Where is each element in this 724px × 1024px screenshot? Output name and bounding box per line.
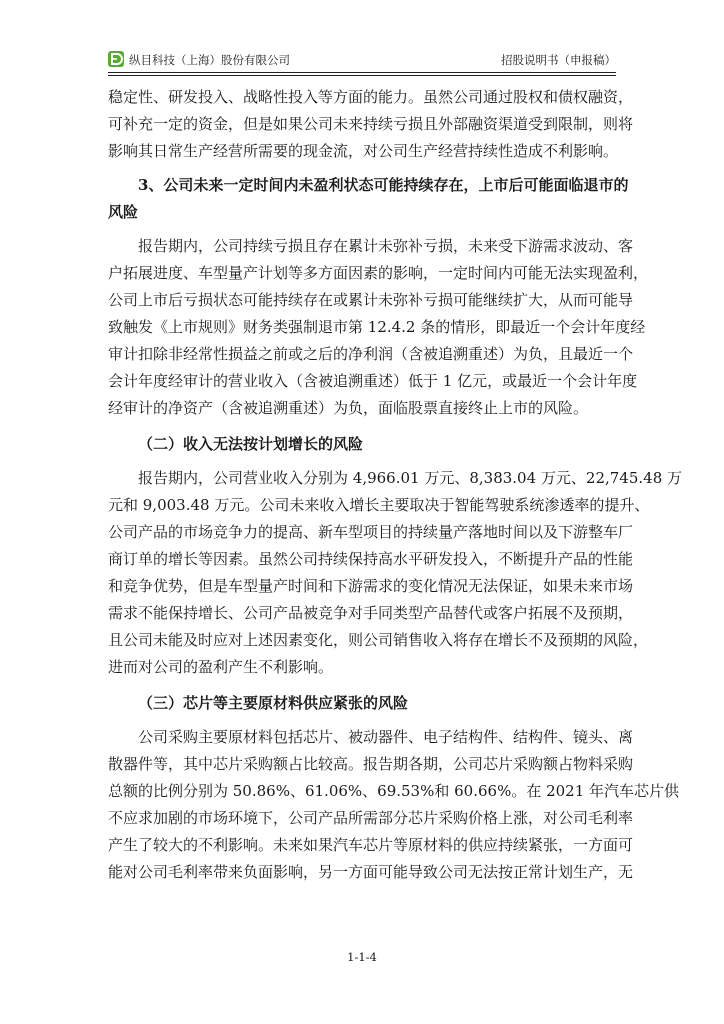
text-line: 会计年度经审计的营业收入（含被追溯重述）低于 1 亿元，或最近一个会计年度: [108, 372, 638, 390]
text-line: 总额的比例分别为 50.86%、61.06%、69.53%和 60.66%。在 2021 年汽车芯片供: [108, 782, 680, 800]
text-line: 进而对公司的盈利产生不利影响。: [108, 658, 334, 676]
paragraph-revenue-risk: [108, 465, 683, 681]
text-line: 散器件等，其中芯片采购额占比较高。报告期各期，公司芯片采购额占物料采购: [108, 755, 634, 773]
company-logo-icon: [108, 51, 124, 67]
paragraph-unprofitable-risk: [108, 233, 649, 422]
page-number: 1-1-4: [347, 950, 377, 964]
text-line: 需求不能保持增长、公司产品被竞争对手同类型产品替代或客户拓展不及预期，: [108, 604, 634, 622]
paragraph-chip-supply-risk: [108, 724, 680, 886]
text-line: 公司采购主要原材料包括芯片、被动器件、电子结构件、结构件、镜头、离: [138, 728, 634, 746]
text-line: 户拓展进度、车型量产计划等多方面因素的影响，一定时间内可能无法实现盈利，: [108, 264, 649, 282]
text-line: 报告期内，公司营业收入分别为 4,966.01 万元、8,383.04 万元、22,745.48 万: [138, 469, 683, 487]
text-line: 能对公司毛利率带来负面影响，另一方面可能导致公司无法按正常计划生产，无: [108, 863, 634, 881]
text-line: 公司产品的市场竞争力的提高、新车型项目的持续量产落地时间以及下游整车厂: [108, 523, 634, 541]
header-company-name: 纵目科技（上海）股份有限公司: [129, 53, 290, 67]
text-line: 产生了较大的不利影响。未来如果汽车芯片等原材料的供应持续紧张，一方面可: [108, 836, 634, 854]
text-line: 和竞争优势，但是车型量产时间和下游需求的变化情况无法保证，如果未来市场: [108, 577, 634, 595]
section-heading-3: [108, 172, 629, 226]
text-line: 稳定性、研发投入、战略性投入等方面的能力。虽然公司通过股权和债权融资，: [108, 88, 634, 106]
heading-line: 3、公司未来一定时间内未盈利状态可能持续存在，上市后可能面临退市的: [138, 176, 629, 194]
header-rule-thin: [108, 75, 616, 76]
text-line: 公司上市后亏损状态可能持续存在或累计未弥补亏损可能继续扩大，从而可能导: [108, 291, 634, 309]
document-body: [108, 84, 683, 886]
text-line: 不应求加剧的市场环境下，公司产品所需部分芯片采购价格上涨，对公司毛利率: [108, 809, 634, 827]
text-line: 致触发《上市规则》财务类强制退市第 12.4.2 条的情形，即最近一个会计年度经: [108, 318, 646, 336]
text-line: 且公司未能及时应对上述因素变化，则公司销售收入将存在增长不及预期的风险，: [108, 631, 649, 649]
text-line: 商订单的增长等因素。虽然公司持续保持高水平研发投入，不断提升产品的性能: [108, 550, 634, 568]
text-line: 影响其日常生产经营所需要的现金流，对公司生产经营持续性造成不利影响。: [108, 142, 619, 160]
text-line: 审计扣除非经常性损益之前或之后的净利润（含被追溯重述）为负，且最近一个: [108, 345, 634, 363]
text-line: 经审计的净资产（含被追溯重述）为负，面临股票直接终止上市的风险。: [108, 399, 589, 417]
text-line: 可补充一定的资金，但是如果公司未来持续亏损且外部融资渠道受到限制，则将: [108, 115, 634, 133]
text-line: 元和 9,003.48 万元。公司未来收入增长主要取决于智能驾驶系统渗透率的提升、: [108, 496, 650, 514]
header-rule: [108, 72, 616, 73]
section-heading-revenue-risk: （二）收入无法按计划增长的风险: [138, 435, 364, 453]
section-heading-chip-supply-risk: （三）芯片等主要原材料供应紧张的风险: [138, 694, 409, 712]
page-header: [108, 50, 616, 72]
text-line: 报告期内，公司持续亏损且存在累计未弥补亏损，未来受下游需求波动、客: [138, 237, 634, 255]
header-document-title: 招股说明书（申报稿）: [501, 53, 616, 67]
paragraph-continued: [108, 84, 634, 165]
heading-line: 风险: [108, 203, 139, 221]
